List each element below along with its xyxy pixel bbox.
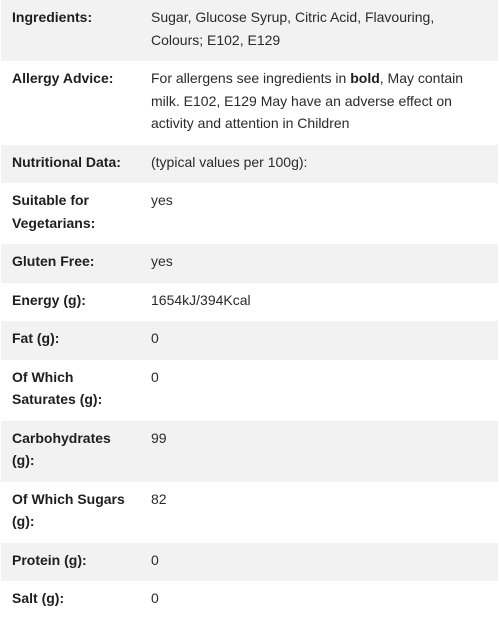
row-label: Energy (g): (1, 283, 140, 322)
table-row-vegetarian (1, 183, 498, 244)
row-label: Carbohydrates (g): (1, 421, 140, 482)
row-value: 0 (140, 321, 498, 360)
table-row-protein (1, 543, 498, 582)
table-row-sugars (1, 482, 498, 543)
row-value: yes (140, 244, 498, 283)
row-label: Suitable for Vegetarians: (1, 183, 140, 244)
allergy-text-bold: bold (350, 70, 380, 86)
table-row-carbohydrates (1, 421, 498, 482)
table-row-nutritional-data (1, 145, 498, 184)
table-row-allergy-advice (1, 61, 498, 145)
table-row-energy (1, 283, 498, 322)
row-value: yes (140, 183, 498, 244)
row-label: Ingredients: (1, 0, 140, 61)
row-value: 0 (140, 581, 498, 620)
nutrition-info-table (1, 0, 498, 620)
table-row-gluten-free (1, 244, 498, 283)
row-value: 0 (140, 360, 498, 421)
row-label: Of Which Saturates (g): (1, 360, 140, 421)
row-value (140, 61, 498, 145)
table-row-salt (1, 581, 498, 620)
table-row-fat (1, 321, 498, 360)
allergy-text-prefix: For allergens see ingredients in (151, 70, 351, 86)
row-label: Fat (g): (1, 321, 140, 360)
row-label: Gluten Free: (1, 244, 140, 283)
row-label: Salt (g): (1, 581, 140, 620)
row-value: 1654kJ/394Kcal (140, 283, 498, 322)
row-value: 0 (140, 543, 498, 582)
table-row-saturates (1, 360, 498, 421)
row-label: Protein (g): (1, 543, 140, 582)
allergy-text-suffix: , May contain milk. E102, E129 May have an adverse effect on activity and attention in Children (151, 70, 464, 131)
row-label: Allergy Advice: (1, 61, 140, 145)
row-label: Of Which Sugars (g): (1, 482, 140, 543)
row-value: (typical values per 100g): (140, 145, 498, 184)
row-value: Sugar, Glucose Syrup, Citric Acid, Flavouring, Colours; E102, E129 (140, 0, 498, 61)
row-value: 99 (140, 421, 498, 482)
table-row-ingredients (1, 0, 498, 61)
row-label: Nutritional Data: (1, 145, 140, 184)
row-value: 82 (140, 482, 498, 543)
